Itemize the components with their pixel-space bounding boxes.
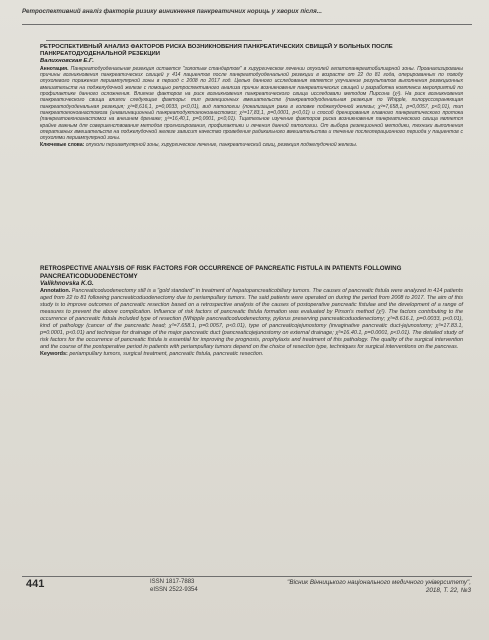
footer-divider (22, 576, 472, 577)
journal-citation (287, 579, 471, 595)
journal-issue: 2018, Т. 22, №3 (425, 587, 471, 594)
author-ru: Валихновская Е.Г. (40, 58, 94, 65)
abstract-ru (40, 44, 463, 148)
issn: ISSN 1817-7883 (150, 579, 195, 585)
author-en: Valikhnovska K.G. (40, 280, 94, 288)
keywords-text-ru: опухоли периампулярной зоны, хирургическое лечение, панкреатический свищ, резекция поджелудочной железы. (85, 141, 358, 148)
abstract-paragraph-ru (40, 66, 463, 142)
page-number: 441 (26, 578, 45, 590)
running-title: Ретроспективний аналіз факторів ризику виникнення панкреатичних нориць у хворих після... (22, 8, 322, 15)
abstract-en (40, 265, 463, 358)
keywords-label-ru: Ключевые слова: (40, 141, 85, 148)
abstract-label-ru: Аннотация. (40, 65, 69, 72)
article-title-ru: РЕТРОСПЕКТИВНЫЙ АНАЛИЗ ФАКТОРОВ РИСКА ВОЗНИКНОВЕНИЯ ПАНКРЕАТИЧЕСКИХ СВИЩЕЙ У БОЛЬНЫХ ПОСЛЕ ПАНКРЕАТОДУОДЕНАЛЬНОЙ РЕЗЕКЦИИ (40, 44, 393, 58)
issn-block (150, 579, 198, 594)
abstract-text-en: Pancreaticoduodenectomy still is a "gold standard" in treatment of hepatopancreaticobiliary tumors. The causes of pancreatic fistula were analyzed in 414 patients aged from 22 to 81 following pancreaticoduodenectomy due to periampullary tumors. The said patients were operated on during the period from 2008 to 2017. The aim of this study is to improve outcomes of pancreatic resection based on a retrospective analysis of the causes of postoperative pancreatic fistulae and the development of a range of measures to prevent the above complication. Influence of risk factors of pancreatic fistula formation was evaluated by Pirson's method (χ²). The factors contributing to the occurrence of pancreatic fistula included type of resection (Whipple pancreaticoduodenectomy, pylorus preserving pancreaticoduodenectomy; χ²=8.616.1, p=0.0033, p<0.01), kind of pathology (cancer of the pancreatic head; χ²=7.658.1, p=0.0057, p<0.01), type of pancreaticojejunostomy (invaginative pancreatic duct-jejunostomy; χ²=17.83.1, p=0.0001, p<0.01) and technique for drainage of the major pancreatic duct (pancreaticojejunostomy on external drainage; χ²=16.40.1, p=0.0001, p<0.01). The detailed study of risk factors for the occurrence of pancreatic fistula is essential for improving the prognosis, prophylaxis and treatment of this pathology. The quality of the surgical intervention and the course of the postoperative period in patients with periampullary tumors depend on the choice of resection type, techniques for surgical interventions on the pancreas. (40, 287, 464, 350)
journal-name: "Вісник Вінницького національного медичного університету", (287, 579, 471, 586)
eissn: eISSN 2522-9354 (150, 586, 198, 593)
keywords-en (40, 351, 463, 358)
abstract-paragraph-en (40, 288, 463, 351)
article-title-en: RETROSPECTIVE ANALYSIS OF RISK FACTORS FOR OCCURRENCE OF PANCREATIC FISTULA IN PATIENTS FOLLOWING PANCREATICODUODENECTOMY (40, 265, 402, 280)
abstract-text-ru: Панкреатодуоденальная резекция остается "золотым стандартом" в хирургическом лечении опухолей гепатопанкреатобилиарной зоны. Проанализированы причины возникновения панкреатических свищей у 414 пациентов после панкреатодуоденальной резекции в возрасте от 22 до 81 года, оперированных по поводу опухолевого поражения периампулярной зоны в период с 2008 по 2017 год. Целью данного исследования является улучшение результатов выполнения резекционных вмешательств на поджелудочной железе с помощью ретроспективного анализа причин возникновения панкреатических свищей и разработка комплекса мероприятий по профилактике данного осложнения. Влияние факторов на риск возникновения панкреатического свища исследовали методом Пирсона (χ²). На риск возникновения панкреатического свища влияли следующие факторы: тип резекционных вмешательств (панкреатодуоденальная резекция по Whipple, пилоруссохраняющая панкреатодуоденальная резекция; χ²=8,616,1, p=0,0033, p<0,01), вид патологии (локализация рака в головке поджелудочной железы; χ²=7,658,1, p=0,0057, p<0,01), тип панкреатоеюноанастомоза (инвагинационный панкреатодуктоеюноанастомоз; χ²=17,83,1, p=0,0001, p<0,01) и способ дренирования главного панкреатического протока (панкреатоеюноанастомоз на внешнем дренаже; χ²=16,40,1, p=0,0001, p<0,01). Тщательное изучение факторов риска возникновения панкреатического свища является крайне важным для совершенствования методов прогнозирования, профилактики и лечения данной патологии. От выбора резекционной методики, техники выполнения оперативных вмешательств на поджелудочной железе зависит качество проведения радикального вмешательства и течение послеоперационного периода у пациентов с опухолями периампулярной зоны. (40, 65, 464, 142)
running-header (22, 6, 472, 25)
abstract-label-en: Annotation. (40, 287, 71, 294)
keywords-text-en: periampullary tumors, surgical treatment, pancreatic fistula, pancreatic resection. (69, 350, 264, 357)
keywords-label-en: Keywords: (40, 350, 68, 357)
keywords-ru (40, 142, 463, 148)
section-divider (46, 40, 262, 41)
